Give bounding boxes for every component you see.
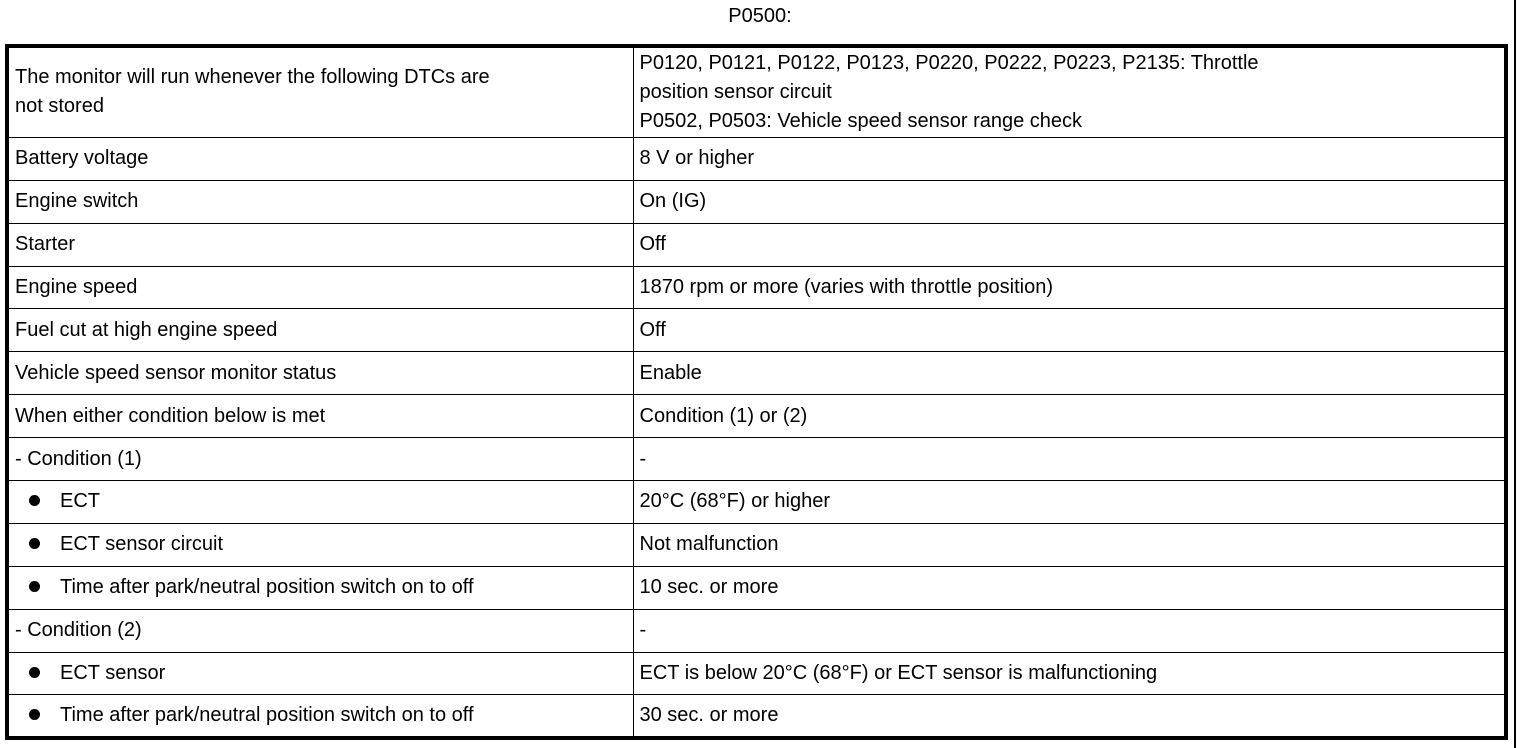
table-row <box>7 180 1506 223</box>
value-cell <box>633 652 1506 695</box>
condition-cell <box>7 438 633 481</box>
table-row <box>7 695 1506 738</box>
value-cell <box>633 137 1506 180</box>
value-text: On (IG) <box>639 190 707 213</box>
condition-text: ECT sensor circuit <box>60 533 224 556</box>
value-cell <box>633 438 1506 481</box>
condition-text: Battery voltage <box>15 147 149 170</box>
condition-text: ECT <box>60 490 100 513</box>
table-row <box>7 46 1506 137</box>
value-cell <box>633 46 1506 137</box>
condition-text: - Condition (1) <box>15 447 142 470</box>
value-cell <box>633 352 1506 395</box>
table-row <box>7 137 1506 180</box>
value-text: - <box>639 619 647 642</box>
table-row <box>7 481 1506 524</box>
value-text: Off <box>639 318 666 341</box>
condition-text: Time after park/neutral position switch on to off <box>60 576 474 599</box>
bullet-icon <box>29 538 40 549</box>
value-text: Condition (1) or (2) <box>639 404 808 427</box>
value-cell <box>633 395 1506 438</box>
value-text: P0120, P0121, P0122, P0123, P0220, P0222, P0223, P2135: Throttle <box>639 51 1259 74</box>
value-text: 1870 rpm or more (varies with throttle position) <box>639 276 1053 299</box>
monitor-conditions-table <box>5 44 1508 740</box>
value-cell <box>633 523 1506 566</box>
condition-cell <box>7 352 633 395</box>
condition-cell <box>7 137 633 180</box>
condition-cell <box>7 609 633 652</box>
condition-text: - Condition (2) <box>15 619 142 642</box>
value-text: position sensor circuit <box>639 80 832 103</box>
table-caption: P0500: <box>728 5 792 27</box>
table-row <box>7 352 1506 395</box>
condition-cell <box>7 566 633 609</box>
table-row <box>7 523 1506 566</box>
bullet-icon <box>29 495 40 506</box>
table-row <box>7 566 1506 609</box>
value-cell <box>633 309 1506 352</box>
condition-cell <box>7 481 633 524</box>
table-row <box>7 652 1506 695</box>
value-text: 8 V or higher <box>639 147 755 170</box>
value-text: 30 sec. or more <box>639 704 779 727</box>
condition-cell <box>7 266 633 309</box>
table-row <box>7 223 1506 266</box>
condition-text: Engine switch <box>15 190 139 213</box>
table-row <box>7 609 1506 652</box>
bullet-icon <box>29 709 40 720</box>
value-cell <box>633 695 1506 738</box>
value-text: Not malfunction <box>639 533 779 556</box>
condition-cell <box>7 309 633 352</box>
condition-text: Fuel cut at high engine speed <box>15 318 278 341</box>
value-text: P0502, P0503: Vehicle speed sensor range check <box>639 109 1083 132</box>
condition-cell <box>7 652 633 695</box>
condition-cell <box>7 223 633 266</box>
table-body <box>7 46 1506 738</box>
value-text: Enable <box>639 361 702 384</box>
condition-text: Engine speed <box>15 276 138 299</box>
value-cell <box>633 566 1506 609</box>
table-row <box>7 266 1506 309</box>
condition-text: ECT sensor <box>60 662 166 685</box>
condition-text: Vehicle speed sensor monitor status <box>15 361 337 384</box>
condition-cell <box>7 395 633 438</box>
right-border-rule <box>1514 0 1516 748</box>
value-text: 20°C (68°F) or higher <box>639 490 831 513</box>
table-row <box>7 395 1506 438</box>
value-text: ECT is below 20°C (68°F) or ECT sensor is malfunctioning <box>639 662 1158 685</box>
condition-cell <box>7 46 633 137</box>
condition-cell <box>7 695 633 738</box>
value-text: Off <box>639 233 666 256</box>
value-cell <box>633 609 1506 652</box>
value-text: 10 sec. or more <box>639 576 779 599</box>
condition-text: not stored <box>15 95 104 118</box>
bullet-icon <box>29 581 40 592</box>
condition-text: Starter <box>15 233 76 256</box>
table-row <box>7 309 1506 352</box>
condition-text: The monitor will run whenever the following DTCs are <box>15 66 490 89</box>
value-cell <box>633 481 1506 524</box>
value-cell <box>633 180 1506 223</box>
condition-text: When either condition below is met <box>15 404 326 427</box>
bullet-icon <box>29 667 40 678</box>
value-text: - <box>639 447 647 470</box>
condition-cell <box>7 180 633 223</box>
condition-cell <box>7 523 633 566</box>
value-cell <box>633 266 1506 309</box>
condition-text: Time after park/neutral position switch on to off <box>60 704 474 727</box>
table-row <box>7 438 1506 481</box>
value-cell <box>633 223 1506 266</box>
